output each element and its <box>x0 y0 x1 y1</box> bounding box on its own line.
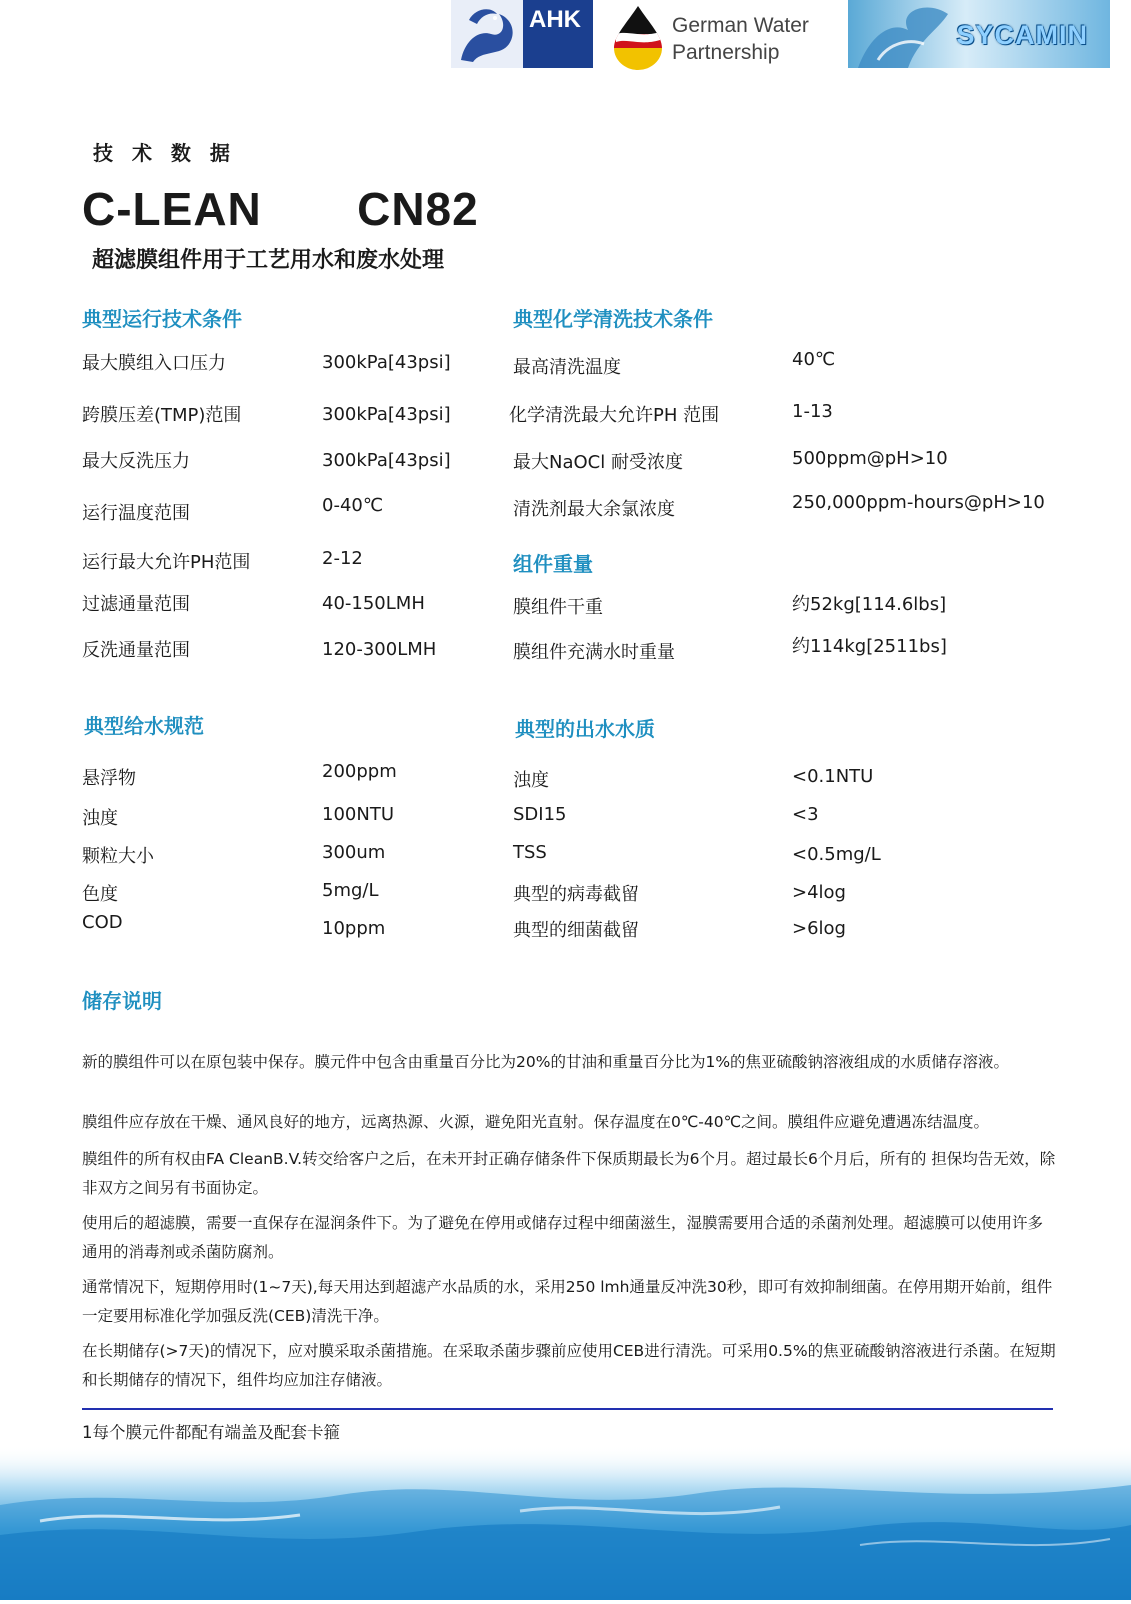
feed-value: 10ppm <box>322 918 386 939</box>
cleaning-value: 40℃ <box>792 349 836 370</box>
cleaning-label: 化学清洗最大允许PH 范围 <box>509 405 720 426</box>
storage-paragraph: 在长期储存(>7天)的情况下，应对膜采取杀菌措施。在采取杀菌步骤前应使用CEB进行清洗。可采用0.5%的焦亚硫酸钠溶液进行杀菌。在短期和长期储存的情况下，组件均应加注存储液。 <box>82 1342 1056 1389</box>
operating-label: 最大反洗压力 <box>82 451 190 472</box>
ahk-logo <box>451 0 593 68</box>
operating-value: 300kPa[43psi] <box>322 404 451 425</box>
gwp-logo-text <box>672 12 809 66</box>
storage-paragraph: 膜组件的所有权由FA CleanB.V.转交给客户之后，在未开封正确存储条件下保质期最长为6个月。超过最长6个月后，所有的 担保均告无效，除非双方之间另有书面协定。 <box>82 1150 1056 1197</box>
operating-value: 0-40℃ <box>322 495 384 516</box>
storage-paragraph: 通常情况下，短期停用时(1~7天),每天用达到超滤产水品质的水，采用250 lmh通量反冲洗30秒，即可有效抑制细菌。在停用期开始前，组件一定要用标准化学加强反洗(CEB)清洗干净。 <box>82 1278 1053 1325</box>
weight-value: 约114kg[2511bs] <box>792 636 947 657</box>
cleaning-label: 最大NaOCl 耐受浓度 <box>513 452 683 473</box>
effluent-value: >4log <box>792 882 846 903</box>
footnote: 1每个膜元件都配有端盖及配套卡箍 <box>82 1423 340 1442</box>
storage-paragraph: 使用后的超滤膜，需要一直保存在湿润条件下。为了避免在停用或储存过程中细菌滋生，湿膜需要用合适的杀菌剂处理。超滤膜可以使用许多通用的消毒剂或杀菌防腐剂。 <box>82 1214 1044 1261</box>
effluent-label: 典型的病毒截留 <box>513 884 639 905</box>
gwp-logo-line2: Partnership <box>672 41 780 64</box>
feed-label: 色度 <box>82 884 118 905</box>
sycamin-logo <box>848 0 1110 68</box>
effluent-label: SDI15 <box>513 804 567 825</box>
operating-label: 运行最大允许PH范围 <box>82 552 251 573</box>
cleaning-value: 250,000ppm-hours@pH>10 <box>792 492 1045 513</box>
operating-value: 300kPa[43psi] <box>322 450 451 471</box>
cleaning-value: 500ppm@pH>10 <box>792 448 948 469</box>
effluent-label: TSS <box>513 842 547 863</box>
feed-label: 颗粒大小 <box>82 846 154 867</box>
feed-value: 100NTU <box>322 804 394 825</box>
ahk-logo-text: AHK <box>529 6 581 33</box>
effluent-value: >6log <box>792 918 846 939</box>
cleaning-label: 清洗剂最大余氯浓度 <box>513 499 675 520</box>
water-drop-flag-icon <box>610 4 666 70</box>
storage-paragraph: 膜组件应存放在干燥、通风良好的地方，远离热源、火源，避免阳光直射。保存温度在0℃-40℃之间。膜组件应避免遭遇冻结温度。 <box>82 1113 989 1131</box>
gwp-logo-line1: German Water <box>672 14 809 37</box>
operating-value: 40-150LMH <box>322 593 425 614</box>
water-wave-icon <box>0 1445 1131 1600</box>
feed-value: 300um <box>322 842 386 863</box>
operating-label: 过滤通量范围 <box>82 594 190 615</box>
document-label: 技 术 数 据 <box>93 141 236 165</box>
feed-value: 5mg/L <box>322 880 379 901</box>
weight-value: 约52kg[114.6lbs] <box>792 594 947 615</box>
section-title-operating: 典型运行技术条件 <box>82 307 242 331</box>
weight-label: 膜组件干重 <box>513 597 603 618</box>
sycamin-logo-text: SYCAMIN <box>956 20 1088 50</box>
section-title-storage: 储存说明 <box>82 989 162 1013</box>
effluent-value: <0.5mg/L <box>792 844 881 865</box>
operating-value: 300kPa[43psi] <box>322 352 451 373</box>
storage-paragraph: 新的膜组件可以在原包装中保存。膜元件中包含由重量百分比为20%的甘油和重量百分比为1%的焦亚硫酸钠溶液组成的水质储存溶液。 <box>82 1053 1010 1071</box>
feed-label: COD <box>82 912 123 933</box>
product-title: C-LEAN CN82 <box>82 183 479 235</box>
operating-label: 反洗通量范围 <box>82 640 190 661</box>
operating-label: 跨膜压差(TMP)范围 <box>82 405 242 426</box>
section-title-feed: 典型给水规范 <box>84 714 204 738</box>
effluent-value: <0.1NTU <box>792 766 874 787</box>
effluent-label: 典型的细菌截留 <box>513 920 639 941</box>
feed-label: 浊度 <box>82 808 118 829</box>
section-title-cleaning: 典型化学清洗技术条件 <box>513 307 713 331</box>
operating-value: 120-300LMH <box>322 639 437 660</box>
operating-value: 2-12 <box>322 548 363 569</box>
product-subtitle: 超滤膜组件用于工艺用水和废水处理 <box>92 248 445 273</box>
effluent-label: 浊度 <box>513 770 549 791</box>
operating-label: 最大膜组入口压力 <box>82 353 226 374</box>
cleaning-label: 最高清洗温度 <box>513 357 621 378</box>
weight-label: 膜组件充满水时重量 <box>513 642 675 663</box>
water-wave-decoration <box>0 1445 1131 1600</box>
feed-value: 200ppm <box>322 761 397 782</box>
effluent-value: <3 <box>792 804 819 825</box>
operating-label: 运行温度范围 <box>82 503 190 524</box>
section-title-effluent: 典型的出水水质 <box>515 717 655 741</box>
german-water-partnership-logo <box>610 4 835 70</box>
footnote-divider <box>82 1408 1053 1410</box>
cleaning-value: 1-13 <box>792 401 833 422</box>
section-title-weight: 组件重量 <box>513 552 593 576</box>
feed-label: 悬浮物 <box>82 768 136 789</box>
